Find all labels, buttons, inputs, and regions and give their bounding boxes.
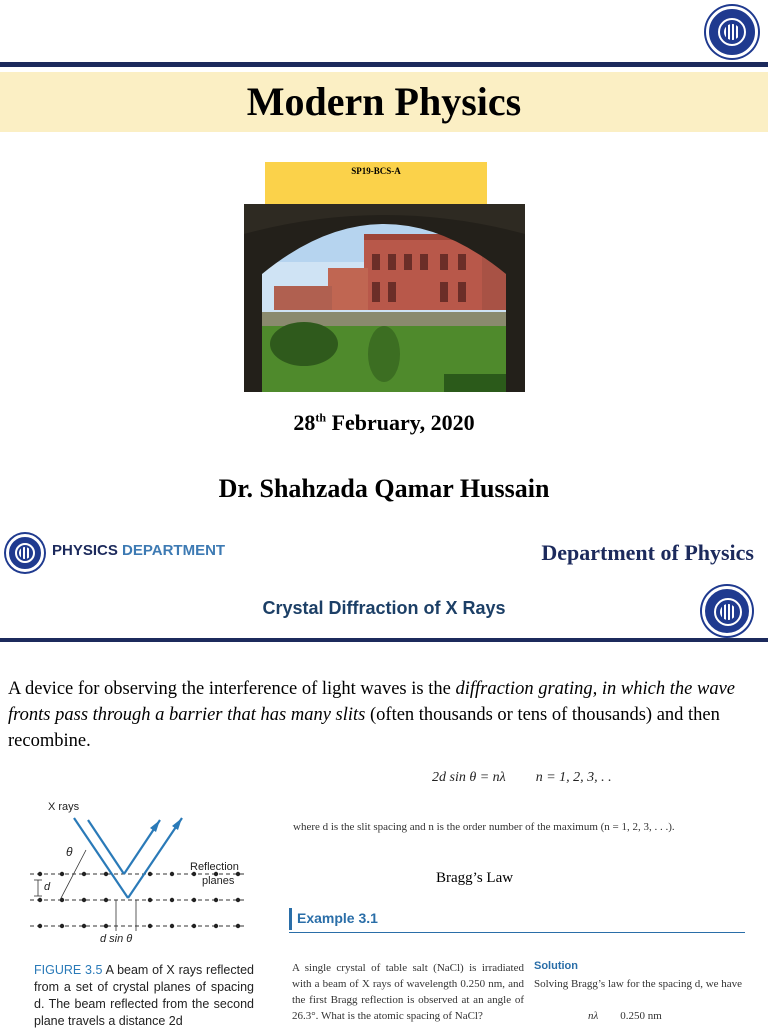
example-text: A single crystal of table salt (NaCl) is irradiated with a beam of X rays of wavelength 0.250 nm, and the first Bragg reflection is observed at an angle of 26.3°. What is the atomic spacing of NaCl? bbox=[292, 962, 524, 1022]
solution-text: Solving Bragg’s law for the spacing d, we have bbox=[534, 978, 743, 990]
date-day: 28 bbox=[293, 410, 316, 435]
figure-caption-label: FIGURE 3.5 bbox=[34, 963, 103, 977]
label-d: d bbox=[44, 881, 51, 893]
label-xrays: X rays bbox=[48, 801, 80, 813]
equation-main: 2d sin θ = nλ bbox=[432, 770, 506, 785]
department-brand bbox=[52, 542, 225, 559]
date-suffix: th bbox=[315, 410, 327, 425]
class-code-band bbox=[265, 162, 487, 204]
label-theta: θ bbox=[66, 845, 73, 859]
solution-fraction bbox=[588, 1010, 662, 1022]
class-code: SP19-BCS-A bbox=[351, 166, 401, 176]
header-rule bbox=[0, 638, 768, 642]
example-marker bbox=[289, 908, 292, 930]
example-rule bbox=[289, 932, 745, 933]
solution-title: Solution bbox=[534, 960, 578, 972]
label-dsin: d sin θ bbox=[100, 933, 133, 945]
bragg-equation bbox=[432, 770, 612, 786]
campus-photo bbox=[244, 204, 525, 392]
date-rest: February, 2020 bbox=[326, 410, 475, 435]
figure-caption-text: A beam of X rays reflected from a set of crystal planes of spacing d. The beam reflected from the second plane travels a distance 2d bbox=[34, 963, 254, 1028]
author-name: Dr. Shahzada Qamar Hussain bbox=[218, 474, 550, 503]
solution-numerator-2: 0.250 nm bbox=[620, 1010, 662, 1022]
brand-word-physics: PHYSICS bbox=[52, 542, 123, 559]
equation-order: n = 1, 2, 3, . . bbox=[535, 770, 612, 785]
presentation-date bbox=[0, 410, 768, 436]
equation-explanation: where d is the slit spacing and n is the order number of the maximum (n = 1, 2, 3, . . .). bbox=[293, 821, 675, 833]
label-reflection: Reflection bbox=[190, 861, 239, 873]
slide-title: Modern Physics bbox=[246, 79, 522, 124]
figure-caption bbox=[34, 962, 254, 1030]
solution-numerator-1: nλ bbox=[588, 1010, 599, 1022]
brand-word-department: DEPARTMENT bbox=[122, 542, 226, 559]
para-text-2: (often thousands or tens of thousands) and then recombine. bbox=[8, 705, 720, 751]
para-text-1: A device for observing the interference of light waves is the bbox=[8, 679, 456, 699]
bragg-law-label: Bragg’s Law bbox=[436, 870, 514, 886]
header-rule bbox=[0, 62, 768, 67]
university-logo-icon bbox=[706, 6, 758, 58]
department-logo-icon bbox=[6, 534, 44, 572]
example-title: Example 3.1 bbox=[297, 910, 378, 926]
content-slide bbox=[0, 520, 768, 1028]
topic-title: Crystal Diffraction of X Rays bbox=[262, 598, 506, 618]
department-heading: Department of Physics bbox=[541, 540, 754, 565]
intro-paragraph bbox=[8, 676, 760, 754]
para-italic: diffraction grating, in which the wave fronts pass through a barrier that has many slits bbox=[8, 679, 735, 725]
label-planes: planes bbox=[202, 875, 235, 887]
